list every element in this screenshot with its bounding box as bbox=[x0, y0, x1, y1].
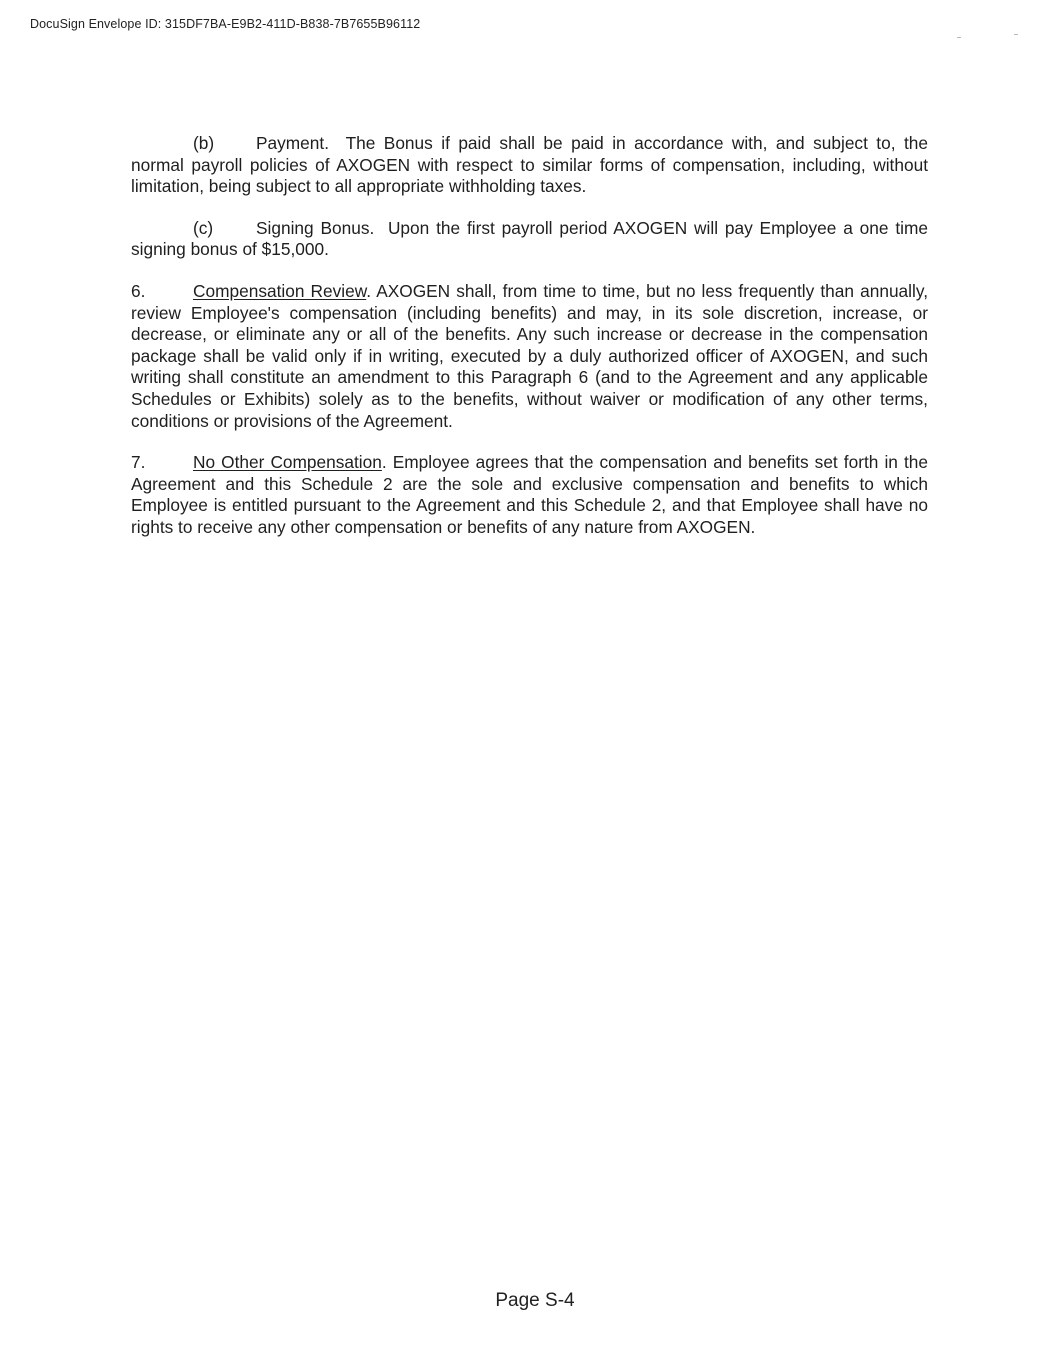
paragraph-7-number: 7. bbox=[131, 452, 146, 473]
paragraph-7-text: . Employee agrees that the compensation and benefits set forth in the Agreement and this Schedule 2 are the sole and exclusive compensation and benefits to which Employee is entitled pursuant to the Agreement and this Schedule 2, and that Employee shall have no rights to receive any other compensation or benefits of any nature from AXOGEN. bbox=[131, 452, 928, 537]
paragraph-6 bbox=[131, 281, 928, 432]
paragraph-b-text: The Bonus if paid shall be paid in accordance with, and subject to, the normal payroll policies of AXOGEN with respect to similar forms of compensation, including, without limitation, being subject to all appropriate withholding taxes. bbox=[131, 133, 928, 197]
paragraph-c-text: Upon the first payroll period AXOGEN will pay Employee a one time signing bonus of $15,000. bbox=[131, 217, 928, 260]
scan-mark bbox=[957, 37, 961, 38]
document-body bbox=[131, 133, 928, 559]
page-number: Page S-4 bbox=[495, 1290, 575, 1311]
paragraph-7 bbox=[131, 452, 928, 538]
paragraph-6-title: Compensation Review bbox=[193, 280, 367, 301]
paragraph-b-title: Payment. bbox=[256, 133, 329, 153]
docusign-envelope-id: DocuSign Envelope ID: 315DF7BA-E9B2-411D-B838-7B7655B96112 bbox=[30, 17, 421, 31]
paragraph-7-title: No Other Compensation bbox=[193, 452, 382, 473]
paragraph-c-title: Signing Bonus. bbox=[256, 217, 375, 238]
scan-mark bbox=[1014, 34, 1018, 35]
paragraph-c-label: (c) bbox=[193, 217, 214, 238]
paragraph-6-number: 6. bbox=[131, 280, 146, 301]
paragraph-b bbox=[131, 133, 928, 198]
paragraph-6-text: . AXOGEN shall, from time to time, but no less frequently than annually, review Employee's compensation (including benefits) and may, in its sole discretion, increase, or decrease, or eliminate any or all of the benefits. Any such increase or decrease in the compensation package shall be valid only if in writing, executed by a duly authorized officer of AXOGEN, and such writing shall constitute an amendment to this Paragraph 6 (and to the Agreement and any applicable Schedules or Exhibits) solely as to the benefits, without waiver or modification of any other terms, conditions or provisions of the Agreement. bbox=[131, 280, 928, 431]
paragraph-b-label: (b) bbox=[193, 133, 215, 153]
paragraph-c bbox=[131, 218, 928, 261]
